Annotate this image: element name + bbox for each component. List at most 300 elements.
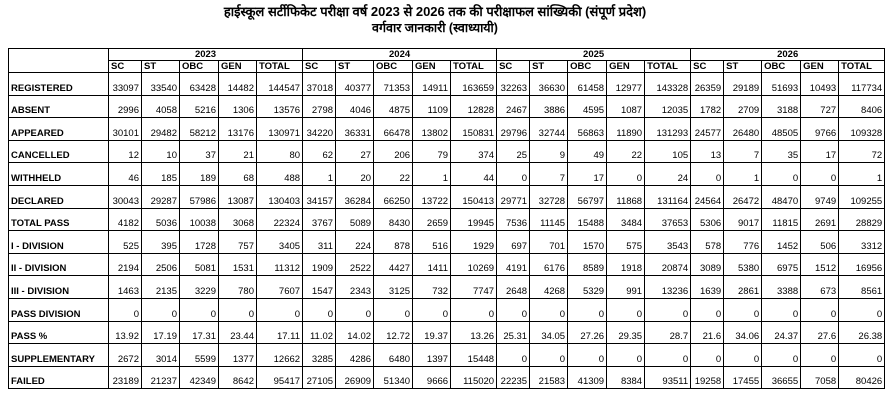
category-header: TOTAL [839,61,885,73]
table-cell: 224 [336,231,374,254]
row-label: PASS % [9,321,109,344]
table-cell: 4191 [497,253,530,276]
table-cell: 525 [109,231,142,254]
table-cell: 15488 [568,208,607,231]
table-cell: 0 [691,298,724,321]
table-cell: 0 [336,298,374,321]
table-cell: 29482 [142,118,180,141]
category-header: TOTAL [645,61,691,73]
table-cell: 1087 [607,95,645,118]
table-cell: 11.02 [303,321,336,344]
table-cell: 2194 [109,253,142,276]
table-cell: 8384 [607,366,645,389]
table-cell: 5081 [180,253,219,276]
table-cell: 189 [180,163,219,186]
table-cell: 19258 [691,366,724,389]
category-header: GEN [607,61,645,73]
page-title: हाईस्कूल सर्टीफिकेट परीक्षा वर्ष 2023 से 2026 तक की परीक्षाफल सांख्यिकी (संपूर्ण प्रदेश) [223,4,647,19]
row-label: ABSENT [9,95,109,118]
table-cell: 27.26 [568,321,607,344]
table-cell: 0 [724,344,762,367]
category-header: OBC [180,61,219,73]
table-cell: 0 [451,298,497,321]
table-cell: 44 [451,163,497,186]
table-cell: 0 [497,344,530,367]
table-cell: 578 [691,231,724,254]
results-table [8,48,885,389]
table-row [9,321,885,344]
table-cell: 0 [607,298,645,321]
table-cell: 9666 [413,366,451,389]
table-cell: 878 [374,231,413,254]
table-cell: 991 [607,276,645,299]
table-cell: 144547 [257,73,303,96]
corner-cell [9,49,109,61]
table-cell: 17.19 [142,321,180,344]
table-cell: 62 [303,140,336,163]
table-cell: 21583 [530,366,568,389]
table-cell: 697 [497,231,530,254]
table-cell: 17455 [724,366,762,389]
table-cell: 150413 [451,185,497,208]
table-cell: 34157 [303,185,336,208]
category-header: OBC [762,61,801,73]
table-cell: 19945 [451,208,497,231]
table-cell: 21.6 [691,321,724,344]
table-cell: 10038 [180,208,219,231]
table-cell: 2659 [413,208,451,231]
table-cell: 7536 [497,208,530,231]
table-cell: 12 [109,140,142,163]
table-cell: 80 [257,140,303,163]
table-cell: 11890 [607,118,645,141]
table-cell: 6975 [762,253,801,276]
table-cell: 36655 [762,366,801,389]
table-cell: 10 [142,140,180,163]
table-cell: 0 [142,298,180,321]
table-cell: 109328 [839,118,885,141]
table-cell: 0 [607,163,645,186]
table-cell: 3886 [530,95,568,118]
table-cell: 8406 [839,95,885,118]
category-header: SC [691,61,724,73]
table-cell: 12828 [451,95,497,118]
table-cell: 117734 [839,73,885,96]
row-label: TOTAL PASS [9,208,109,231]
table-cell: 48470 [762,185,801,208]
table-cell: 506 [801,231,839,254]
table-cell: 20874 [645,253,691,276]
table-cell: 1109 [413,95,451,118]
category-header: TOTAL [257,61,303,73]
table-cell: 22 [374,163,413,186]
table-cell: 28829 [839,208,885,231]
table-cell: 0 [762,344,801,367]
table-cell: 7058 [801,366,839,389]
table-cell: 0 [180,298,219,321]
table-cell: 130971 [257,118,303,141]
table-cell: 66478 [374,118,413,141]
table-cell: 6480 [374,344,413,367]
table-cell: 37018 [303,73,336,96]
table-cell: 32728 [530,185,568,208]
table-cell: 2672 [109,344,142,367]
year-header: 2023 [109,49,303,61]
table-cell: 0 [568,298,607,321]
table-cell: 19.37 [413,321,451,344]
table-cell: 9766 [801,118,839,141]
table-cell: 17.11 [257,321,303,344]
table-cell: 3767 [303,208,336,231]
table-cell: 11815 [762,208,801,231]
table-cell: 732 [413,276,451,299]
table-cell: 3188 [762,95,801,118]
page-subtitle: वर्गवार जानकारी (स्वाध्यायी) [372,21,498,35]
table-cell: 1512 [801,253,839,276]
table-cell: 71353 [374,73,413,96]
table-cell: 23189 [109,366,142,389]
category-header: ST [336,61,374,73]
table-cell: 14482 [219,73,257,96]
table-cell: 51693 [762,73,801,96]
table-cell: 41309 [568,366,607,389]
table-row [9,276,885,299]
table-cell: 4875 [374,95,413,118]
table-cell: 2648 [497,276,530,299]
table-cell: 7 [530,163,568,186]
table-cell: 3312 [839,231,885,254]
table-cell: 0 [109,298,142,321]
table-cell: 0 [762,298,801,321]
row-label: III - DIVISION [9,276,109,299]
table-cell: 0 [839,298,885,321]
table-cell: 1411 [413,253,451,276]
table-cell: 2861 [724,276,762,299]
table-cell: 30043 [109,185,142,208]
table-cell: 14911 [413,73,451,96]
table-row [9,95,885,118]
table-cell: 143328 [645,73,691,96]
table-cell: 7 [724,140,762,163]
table-cell: 701 [530,231,568,254]
table-cell: 14.02 [336,321,374,344]
category-header: OBC [568,61,607,73]
table-cell: 0 [762,163,801,186]
table-cell: 32744 [530,118,568,141]
table-cell: 68 [219,163,257,186]
table-cell: 93511 [645,366,691,389]
table-cell: 29796 [497,118,530,141]
table-cell: 27.6 [801,321,839,344]
table-cell: 115020 [451,366,497,389]
table-cell: 3014 [142,344,180,367]
table-cell: 3229 [180,276,219,299]
table-cell: 17 [568,163,607,186]
table-cell: 13576 [257,95,303,118]
table-cell: 1463 [109,276,142,299]
table-cell: 34.05 [530,321,568,344]
table-cell: 72 [839,140,885,163]
row-label: FAILED [9,366,109,389]
table-cell: 1 [413,163,451,186]
table-cell: 13087 [219,185,257,208]
table-cell: 0 [801,163,839,186]
table-cell: 516 [413,231,451,254]
table-cell: 13802 [413,118,451,141]
category-header: GEN [801,61,839,73]
row-label: I - DIVISION [9,231,109,254]
table-cell: 26480 [724,118,762,141]
table-cell: 4427 [374,253,413,276]
table-cell: 4046 [336,95,374,118]
table-cell: 25 [497,140,530,163]
table-cell: 16956 [839,253,885,276]
table-cell: 0 [691,344,724,367]
table-body [9,73,885,389]
table-cell: 36630 [530,73,568,96]
category-header: GEN [413,61,451,73]
table-cell: 780 [219,276,257,299]
table-cell: 24.37 [762,321,801,344]
table-cell: 0 [257,298,303,321]
table-cell: 0 [645,344,691,367]
table-cell: 13.26 [451,321,497,344]
table-cell: 80426 [839,366,885,389]
table-cell: 395 [142,231,180,254]
table-cell: 46 [109,163,142,186]
table-cell: 21237 [142,366,180,389]
table-cell: 131293 [645,118,691,141]
category-header: SC [497,61,530,73]
table-cell: 3068 [219,208,257,231]
table-cell: 3484 [607,208,645,231]
category-header: ST [724,61,762,73]
table-cell: 374 [451,140,497,163]
category-header-row [9,61,885,73]
table-cell: 13.92 [109,321,142,344]
table-cell: 56863 [568,118,607,141]
table-cell: 34.06 [724,321,762,344]
table-cell: 11312 [257,253,303,276]
table-cell: 5329 [568,276,607,299]
table-cell: 61458 [568,73,607,96]
table-cell: 0 [219,298,257,321]
table-cell: 776 [724,231,762,254]
table-cell: 0 [568,344,607,367]
table-cell: 37 [180,140,219,163]
table-cell: 3388 [762,276,801,299]
category-header: TOTAL [451,61,497,73]
table-cell: 63428 [180,73,219,96]
table-cell: 185 [142,163,180,186]
table-cell: 1918 [607,253,645,276]
table-cell: 15448 [451,344,497,367]
table-cell: 0 [374,298,413,321]
table-cell: 3543 [645,231,691,254]
table-cell: 1547 [303,276,336,299]
table-cell: 0 [645,298,691,321]
table-cell: 32263 [497,73,530,96]
table-cell: 0 [801,344,839,367]
year-header: 2026 [691,49,885,61]
table-cell: 51340 [374,366,413,389]
table-row [9,344,885,367]
table-cell: 21 [219,140,257,163]
table-cell: 13236 [645,276,691,299]
category-header: SC [109,61,142,73]
table-cell: 0 [691,163,724,186]
table-cell: 4268 [530,276,568,299]
table-cell: 0 [724,298,762,321]
table-cell: 24 [645,163,691,186]
table-cell: 28.7 [645,321,691,344]
table-cell: 10493 [801,73,839,96]
table-cell: 1306 [219,95,257,118]
table-row [9,231,885,254]
table-cell: 1909 [303,253,336,276]
table-cell: 12662 [257,344,303,367]
table-cell: 0 [303,298,336,321]
table-cell: 130403 [257,185,303,208]
table-cell: 3405 [257,231,303,254]
table-row [9,298,885,321]
row-label: PASS DIVISION [9,298,109,321]
row-label: APPEARED [9,118,109,141]
table-cell: 5089 [336,208,374,231]
table-cell: 33097 [109,73,142,96]
table-cell: 25.31 [497,321,530,344]
table-cell: 0 [839,344,885,367]
table-cell: 17.31 [180,321,219,344]
table-cell: 8561 [839,276,885,299]
table-cell: 150831 [451,118,497,141]
table-cell: 4595 [568,95,607,118]
table-cell: 0 [497,298,530,321]
table-cell: 66250 [374,185,413,208]
table-cell: 12035 [645,95,691,118]
table-cell: 17 [801,140,839,163]
table-cell: 29189 [724,73,762,96]
row-label: WITHHELD [9,163,109,186]
table-cell: 29.35 [607,321,645,344]
table-cell: 58212 [180,118,219,141]
table-cell: 4182 [109,208,142,231]
table-cell: 8642 [219,366,257,389]
table-cell: 13176 [219,118,257,141]
table-cell: 1782 [691,95,724,118]
category-header: OBC [374,61,413,73]
table-cell: 10269 [451,253,497,276]
table-cell: 2691 [801,208,839,231]
table-cell: 6176 [530,253,568,276]
table-cell: 24577 [691,118,724,141]
table-cell: 0 [607,344,645,367]
table-cell: 49 [568,140,607,163]
row-label: II - DIVISION [9,253,109,276]
category-header: GEN [219,61,257,73]
corner-cell [9,61,109,73]
table-cell: 26.38 [839,321,885,344]
table-cell: 4058 [142,95,180,118]
table-cell: 29287 [142,185,180,208]
table-cell: 42349 [180,366,219,389]
table-cell: 22 [607,140,645,163]
table-cell: 673 [801,276,839,299]
row-label: REGISTERED [9,73,109,96]
table-cell: 2709 [724,95,762,118]
row-label: CANCELLED [9,140,109,163]
table-cell: 35 [762,140,801,163]
table-cell: 7607 [257,276,303,299]
table-cell: 5036 [142,208,180,231]
table-cell: 488 [257,163,303,186]
table-cell: 34220 [303,118,336,141]
table-cell: 5216 [180,95,219,118]
table-cell: 48505 [762,118,801,141]
table-row [9,140,885,163]
table-cell: 9017 [724,208,762,231]
table-row [9,208,885,231]
table-cell: 40377 [336,73,374,96]
table-cell: 13722 [413,185,451,208]
table-cell: 9749 [801,185,839,208]
table-cell: 4286 [336,344,374,367]
table-cell: 131164 [645,185,691,208]
year-header-row [9,49,885,61]
table-cell: 24564 [691,185,724,208]
table-row [9,366,885,389]
row-label: DECLARED [9,185,109,208]
row-label: SUPPLEMENTARY [9,344,109,367]
table-cell: 2467 [497,95,530,118]
table-cell: 30101 [109,118,142,141]
table-cell: 37653 [645,208,691,231]
table-row [9,185,885,208]
table-row [9,253,885,276]
table-cell: 5380 [724,253,762,276]
table-cell: 1728 [180,231,219,254]
table-cell: 1452 [762,231,801,254]
table-cell: 56797 [568,185,607,208]
table-cell: 0 [530,344,568,367]
year-header: 2024 [303,49,497,61]
table-cell: 1531 [219,253,257,276]
category-header: ST [530,61,568,73]
table-cell: 105 [645,140,691,163]
table-cell: 12.72 [374,321,413,344]
table-cell: 22324 [257,208,303,231]
table-row [9,118,885,141]
table-cell: 29771 [497,185,530,208]
table-cell: 8589 [568,253,607,276]
table-cell: 2996 [109,95,142,118]
table-cell: 20 [336,163,374,186]
table-cell: 1639 [691,276,724,299]
table-cell: 1397 [413,344,451,367]
table-cell: 2522 [336,253,374,276]
table-cell: 2506 [142,253,180,276]
table-cell: 163659 [451,73,497,96]
table-cell: 7747 [451,276,497,299]
table-cell: 1377 [219,344,257,367]
table-cell: 26472 [724,185,762,208]
table-cell: 109255 [839,185,885,208]
table-cell: 79 [413,140,451,163]
table-cell: 13 [691,140,724,163]
table-cell: 5306 [691,208,724,231]
table-cell: 3125 [374,276,413,299]
table-cell: 0 [801,298,839,321]
